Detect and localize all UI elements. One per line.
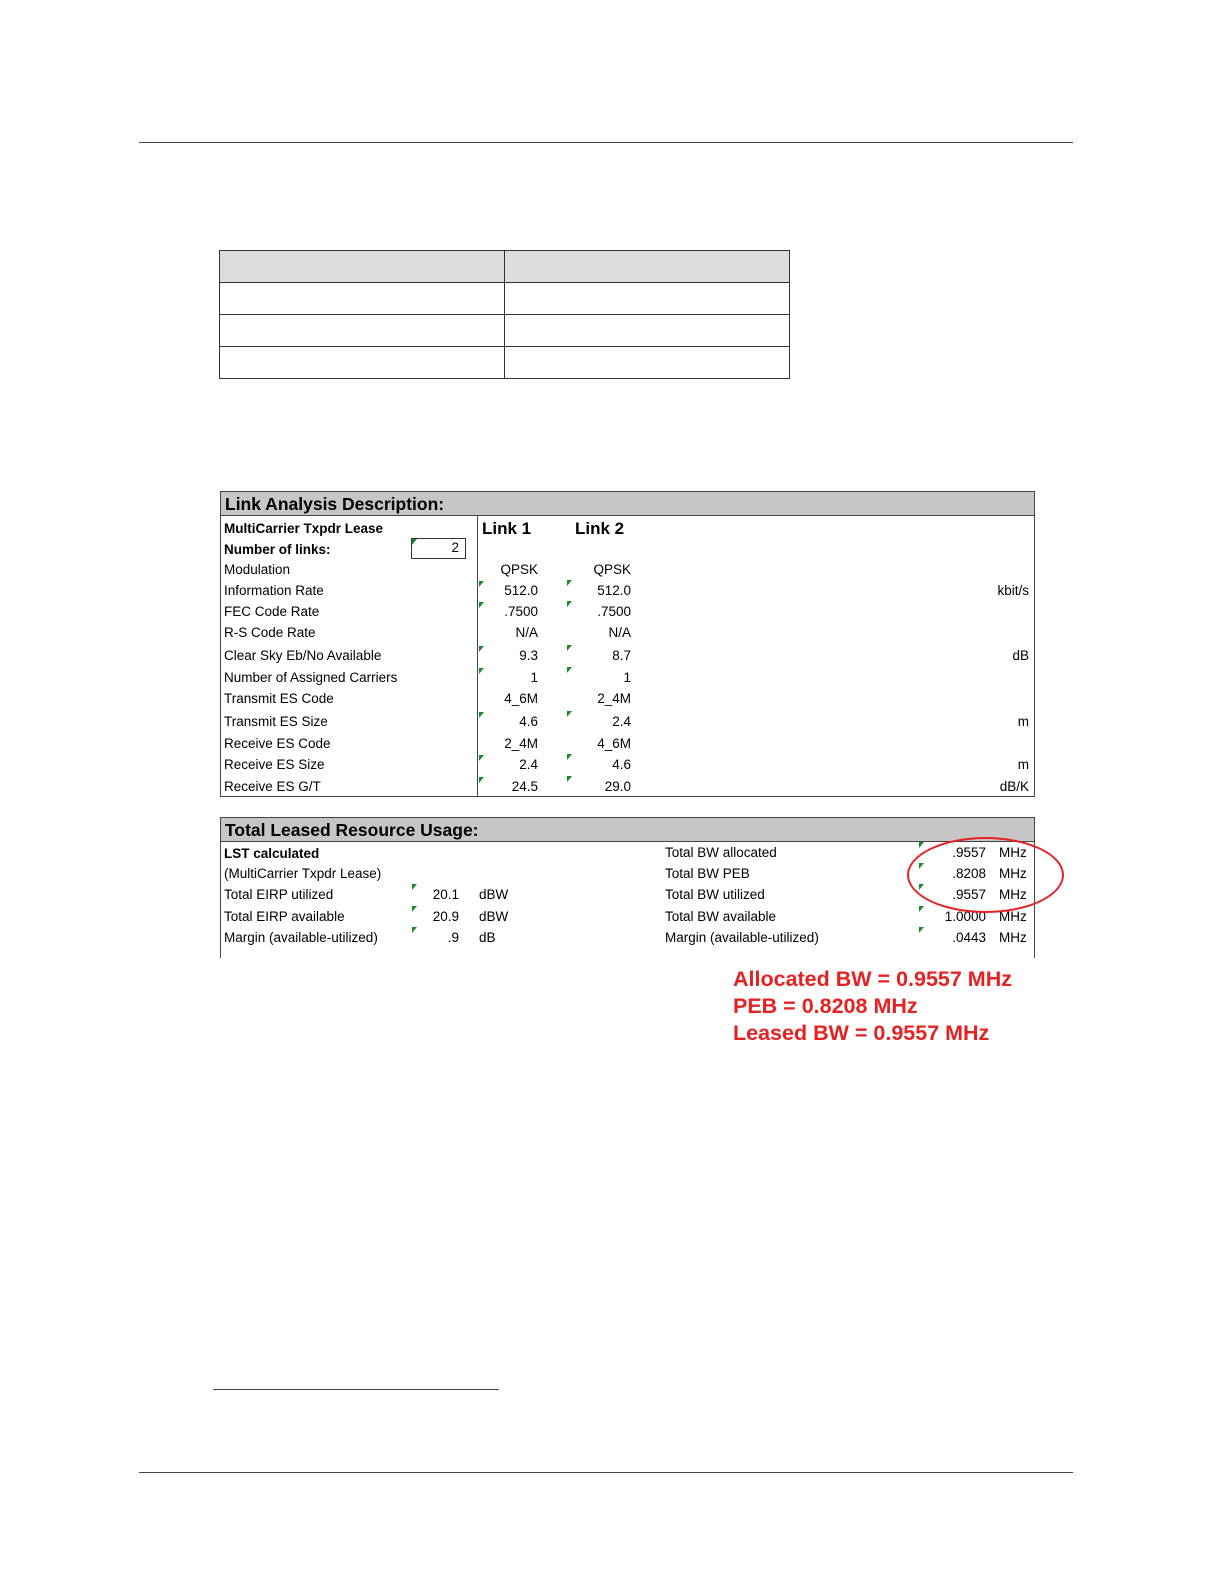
bw-label: Total BW allocated <box>665 845 777 860</box>
unit-label: dB/K <box>999 779 1029 794</box>
row-label: Number of Assigned Carriers <box>224 670 398 685</box>
link1-value: 2_4M <box>504 736 538 751</box>
lst-subheading: (MultiCarrier Txpdr Lease) <box>224 866 382 881</box>
link2-value: N/A <box>608 625 631 640</box>
bw-label: Total BW available <box>665 909 777 924</box>
link2-value: 8.7 <box>612 648 631 663</box>
link2-value: 1 <box>623 670 631 685</box>
link2-value: 512.0 <box>597 583 631 598</box>
cell-note-marker <box>567 754 572 760</box>
row-label: Receive ES Code <box>224 736 331 751</box>
unit-label: m <box>1017 757 1029 772</box>
link-analysis-title: Link Analysis Description: <box>221 492 1034 516</box>
bw-unit: MHz <box>999 930 1027 945</box>
unit-label: dB <box>1012 648 1029 663</box>
bw-label: Total BW PEB <box>665 866 750 881</box>
link1-value: 9.3 <box>519 648 538 663</box>
cell-note-marker <box>479 646 484 652</box>
blank-table-header-row <box>220 251 790 283</box>
usage-unit: dBW <box>479 909 509 924</box>
highlight-oval <box>907 837 1064 913</box>
link2-value: 2.4 <box>612 714 631 729</box>
callout-peb: PEB = 0.8208 MHz <box>733 994 918 1018</box>
callout-leased: Leased BW = 0.9557 MHz <box>733 1021 990 1045</box>
column-divider <box>477 516 478 796</box>
cell-note-marker <box>479 581 484 587</box>
bw-value: .9557 <box>952 887 986 902</box>
usage-value: .9 <box>447 930 459 945</box>
bw-value: .9557 <box>952 845 986 860</box>
blank-table <box>219 250 790 379</box>
link1-header: Link 1 <box>482 519 532 538</box>
row-label: Transmit ES Code <box>224 691 334 706</box>
usage-label: Total EIRP utilized <box>224 887 334 902</box>
footer-rule <box>139 1472 1073 1473</box>
unit-label: m <box>1017 714 1029 729</box>
cell-note-marker <box>567 645 572 651</box>
blank-cell <box>220 347 505 379</box>
row-label: Information Rate <box>224 583 324 598</box>
blank-table-row <box>220 283 790 315</box>
header-rule <box>139 142 1073 143</box>
usage-title: Total Leased Resource Usage: <box>221 818 1034 842</box>
usage-label: Total EIRP available <box>224 909 345 924</box>
link1-value: .7500 <box>504 604 538 619</box>
row-label: FEC Code Rate <box>224 604 320 619</box>
link2-value: 4.6 <box>612 757 631 772</box>
link1-value: N/A <box>515 625 538 640</box>
cell-note-marker <box>479 602 484 608</box>
link2-value: 29.0 <box>604 779 631 794</box>
usage-unit: dB <box>479 930 496 945</box>
link1-value: 24.5 <box>511 779 538 794</box>
row-label: Clear Sky Eb/No Available <box>224 648 382 663</box>
link-analysis-panel <box>220 491 1035 797</box>
blank-cell <box>505 315 790 347</box>
link1-value: 512.0 <box>504 583 538 598</box>
bw-value: .8208 <box>952 866 986 881</box>
callout-allocated: Allocated BW = 0.9557 MHz <box>733 967 1012 991</box>
cell-note-marker <box>567 601 572 607</box>
link1-value: 4_6M <box>504 691 538 706</box>
link1-value: 4.6 <box>519 714 538 729</box>
unit-label: kbit/s <box>997 583 1029 598</box>
bw-label: Total BW utilized <box>665 887 765 902</box>
bw-unit: MHz <box>999 845 1027 860</box>
link1-value: 2.4 <box>519 757 538 772</box>
link2-header: Link 2 <box>575 519 625 538</box>
num-links-label: Number of links: <box>224 542 331 557</box>
blank-cell <box>505 347 790 379</box>
callout-block <box>733 966 1012 1047</box>
cell-note-marker <box>479 755 484 761</box>
link1-value: QPSK <box>500 562 538 577</box>
cell-note-marker <box>479 668 484 674</box>
row-label: R-S Code Rate <box>224 625 316 640</box>
cell-note-marker <box>412 539 417 545</box>
bw-value: .0443 <box>952 930 986 945</box>
cell-note-marker <box>567 776 572 782</box>
usage-label: Margin (available-utilized) <box>224 930 378 945</box>
footnote-rule <box>213 1389 499 1390</box>
bw-unit: MHz <box>999 866 1027 881</box>
blank-cell <box>220 283 505 315</box>
bw-value: 1.0000 <box>944 909 986 924</box>
cell-note-marker <box>567 580 572 586</box>
blank-table-row <box>220 347 790 379</box>
cell-note-marker <box>567 667 572 673</box>
blank-cell <box>505 251 790 283</box>
row-label: Receive ES G/T <box>224 779 321 794</box>
bw-unit: MHz <box>999 887 1027 902</box>
link2-value: 4_6M <box>597 736 631 751</box>
link1-value: 1 <box>530 670 538 685</box>
row-label: Receive ES Size <box>224 757 325 772</box>
cell-note-marker <box>479 712 484 718</box>
cell-note-marker <box>479 777 484 783</box>
row-label: Transmit ES Size <box>224 714 328 729</box>
link2-value: .7500 <box>597 604 631 619</box>
cell-note-marker <box>567 711 572 717</box>
lease-type-label: MultiCarrier Txpdr Lease <box>224 521 384 536</box>
row-label: Modulation <box>224 562 291 577</box>
usage-unit: dBW <box>479 887 509 902</box>
bw-label: Margin (available-utilized) <box>665 930 819 945</box>
bw-unit: MHz <box>999 909 1027 924</box>
usage-value: 20.1 <box>432 887 459 902</box>
lst-heading: LST calculated <box>224 846 320 861</box>
num-links-input[interactable]: 2 <box>411 538 466 559</box>
blank-cell <box>220 315 505 347</box>
blank-cell <box>505 283 790 315</box>
link2-value: QPSK <box>593 562 631 577</box>
blank-cell <box>220 251 505 283</box>
blank-table-row <box>220 315 790 347</box>
usage-value: 20.9 <box>432 909 459 924</box>
link2-value: 2_4M <box>597 691 631 706</box>
